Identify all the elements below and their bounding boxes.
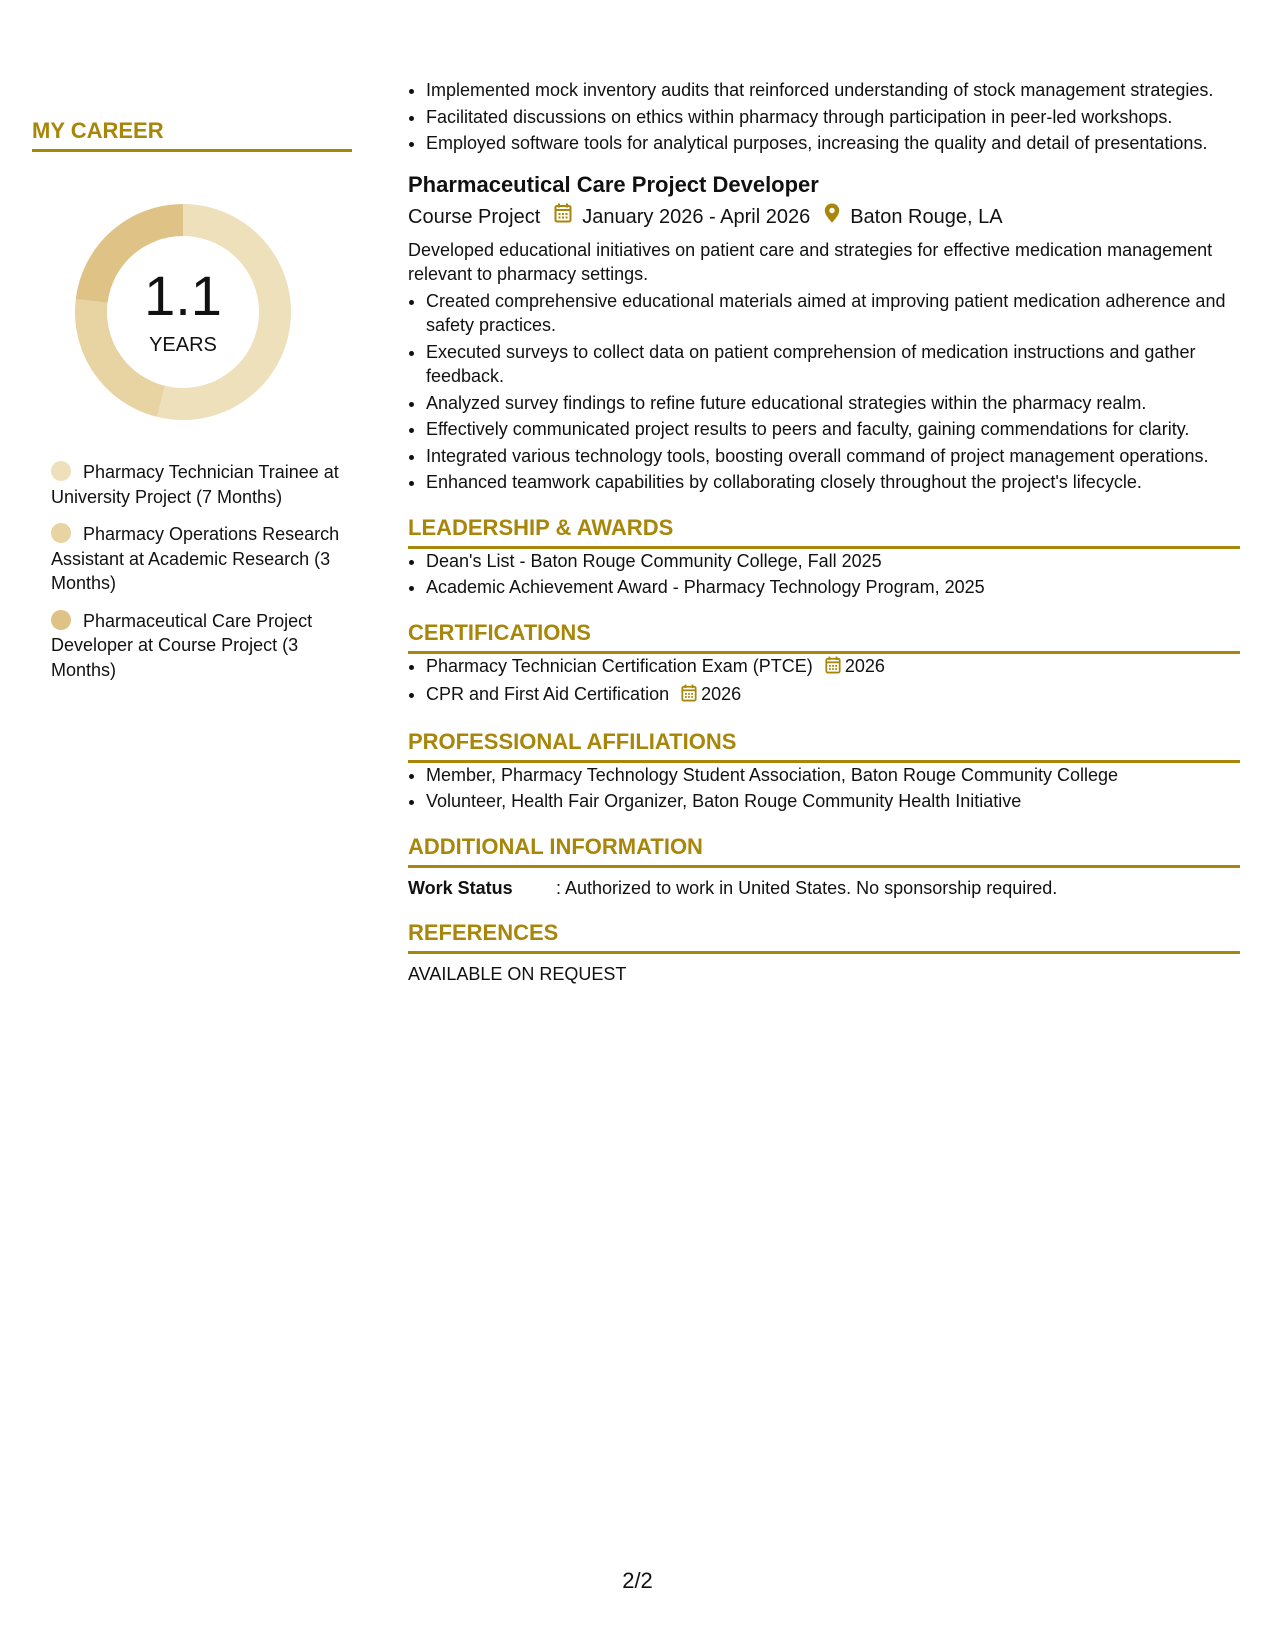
legend-label: Pharmaceutical Care Project Developer at Course Project (3 Months) xyxy=(51,610,313,680)
main-content xyxy=(408,78,1240,987)
work-status-row xyxy=(408,876,1240,901)
list-item: • Member, Pharmacy Technology Student Association, Baton Rouge Community College xyxy=(426,763,1240,788)
list-item xyxy=(426,682,1240,709)
work-status-value: : Authorized to work in United States. No sponsorship required. xyxy=(556,877,1058,898)
legend-label: Pharmacy Technician Trainee at University Project (7 Months) xyxy=(51,462,339,507)
project-org: Course Project xyxy=(408,205,541,228)
list-item: • Effectively communicated project results to peers and faculty, gaining commendations for clarity. xyxy=(426,417,1240,442)
project-description: Developed educational initiatives on patient care and strategies for effective medication management relevant to pharmacy settings. xyxy=(408,239,1213,284)
calendar-icon xyxy=(825,656,841,681)
legend-label: Pharmacy Operations Research Assistant at Academic Research (3 Months) xyxy=(51,524,340,593)
legend-item xyxy=(51,460,341,509)
project-location: Baton Rouge, LA xyxy=(850,205,1003,228)
page-number: 2/2 xyxy=(622,1568,653,1593)
leadership-list xyxy=(408,549,1240,600)
map-pin-icon xyxy=(824,202,840,232)
legend-dot-icon xyxy=(51,461,71,481)
list-item xyxy=(426,654,1240,681)
list-item: • Facilitated discussions on ethics within pharmacy through participation in peer-led workshops. xyxy=(426,105,1240,130)
calendar-icon xyxy=(681,684,697,709)
list-item: • Dean's List - Baton Rouge Community College, Fall 2025 xyxy=(426,549,1240,574)
legend-item xyxy=(51,609,341,683)
affiliations-heading: PROFESSIONAL AFFILIATIONS xyxy=(408,727,1240,763)
list-item: • Enhanced teamwork capabilities by collaborating closely throughout the project's lifecycle. xyxy=(426,470,1240,495)
previous-role-bullets xyxy=(408,78,1240,156)
project-bullets xyxy=(408,289,1240,495)
work-status-label: Work Status xyxy=(408,877,513,898)
career-legend xyxy=(51,460,341,682)
list-item: • Academic Achievement Award - Pharmacy Technology Program, 2025 xyxy=(426,575,1240,600)
legend-dot-icon xyxy=(51,610,71,630)
legend-dot-icon xyxy=(51,523,71,543)
project-title: Pharmaceutical Care Project Developer xyxy=(408,171,819,197)
project-entry xyxy=(408,170,1240,495)
list-item: • Employed software tools for analytical purposes, increasing the quality and detail of presentations. xyxy=(426,131,1240,156)
cert-year: 2026 xyxy=(701,684,742,704)
project-dates: January 2026 - April 2026 xyxy=(582,205,811,228)
list-item: • Analyzed survey findings to refine future educational strategies within the pharmacy realm. xyxy=(426,391,1240,416)
list-item: • Integrated various technology tools, boosting overall command of project management operations. xyxy=(426,444,1240,469)
references-heading: REFERENCES xyxy=(408,918,1240,954)
leadership-heading: LEADERSHIP & AWARDS xyxy=(408,513,1240,549)
career-donut-chart xyxy=(65,194,301,430)
list-item: • Created comprehensive educational materials aimed at improving patient medication adherence and safety practices. xyxy=(426,289,1240,338)
certifications-list xyxy=(408,654,1240,709)
cert-year: 2026 xyxy=(844,655,885,676)
calendar-icon xyxy=(554,202,572,232)
certifications-heading: CERTIFICATIONS xyxy=(408,618,1240,654)
list-item: • Executed surveys to collect data on patient comprehension of medication instructions and gather feedback. xyxy=(426,340,1240,389)
career-sidebar xyxy=(32,118,352,695)
career-years-unit: YEARS xyxy=(149,334,217,356)
additional-info-heading: ADDITIONAL INFORMATION xyxy=(408,832,1240,868)
donut-center xyxy=(65,194,301,430)
list-item: • Volunteer, Health Fair Organizer, Baton Rouge Community Health Initiative xyxy=(426,789,1240,814)
legend-item xyxy=(51,522,341,596)
career-title: MY CAREER xyxy=(32,118,352,152)
career-years-value: 1.1 xyxy=(144,264,222,327)
cert-name: CPR and First Aid Certification xyxy=(426,684,670,704)
cert-name: Pharmacy Technician Certification Exam (PTCE) xyxy=(426,655,813,676)
list-item: • Implemented mock inventory audits that reinforced understanding of stock management strategies. xyxy=(426,78,1240,103)
references-text: AVAILABLE ON REQUEST xyxy=(408,964,627,984)
project-meta xyxy=(408,202,1240,232)
affiliations-list xyxy=(408,763,1240,814)
